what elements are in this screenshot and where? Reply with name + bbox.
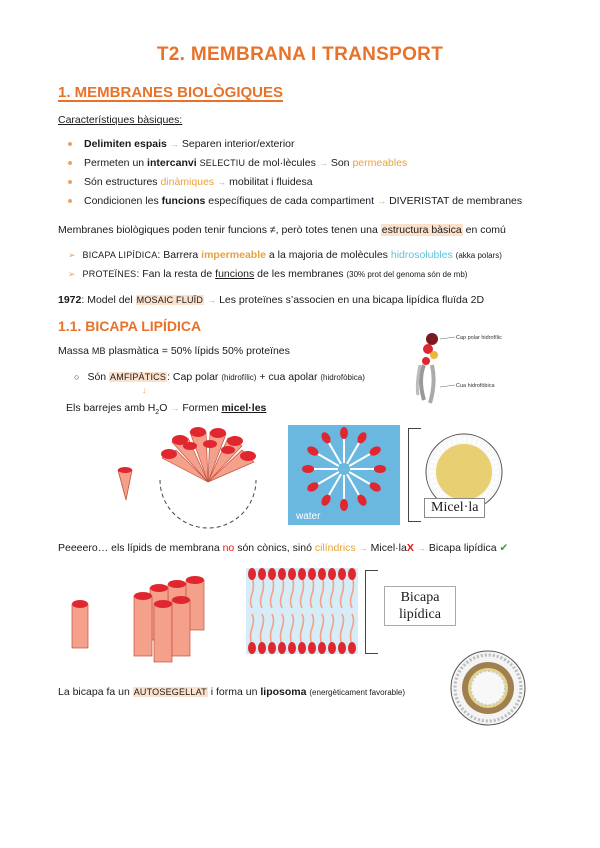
section-heading-membranes: 1. MEMBRANES BIOLÒGIQUES bbox=[58, 84, 284, 101]
bullet-item: Són estructures dinàmiques → mobilitat i fluidesa bbox=[68, 176, 313, 188]
lipid-tail-label: Cua hidrofòbica bbox=[456, 383, 495, 389]
bullet-dot-icon bbox=[68, 180, 72, 184]
bullet-dot-icon bbox=[68, 199, 72, 203]
lipid-head-icon bbox=[302, 465, 314, 473]
liposoma-line: La bicapa fa un AUTOSEGELLAT i forma un liposoma (energèticament favorable) bbox=[58, 686, 405, 698]
bullet-dot-icon bbox=[68, 161, 72, 165]
bullet-item: Permeten un intercanvi SELECTIU de mol·lècules → Son permeables bbox=[68, 157, 407, 169]
list-item-proteines: ➢ PROTEÏNES: Fan la resta de funcions de les membranes (30% prot del genoma són de mb) bbox=[68, 268, 468, 280]
lipid-head-icon bbox=[248, 568, 256, 580]
section-heading-bicapa: 1.1. BICAPA LIPÍDICA bbox=[58, 318, 202, 334]
lipid-head-icon bbox=[278, 568, 286, 580]
lipid-head-icon bbox=[348, 568, 356, 580]
bracket-icon bbox=[365, 570, 378, 654]
page-title: T2. MEMBRANA I TRANSPORT bbox=[156, 44, 444, 65]
circle-bullet-icon: ○ bbox=[74, 372, 80, 382]
bullet-item: Delimiten espais → Separen interior/exterior bbox=[68, 138, 295, 150]
micelle-half-icon bbox=[160, 427, 256, 528]
arrow-bullet-icon: ➢ bbox=[68, 269, 76, 279]
lipid-head-icon bbox=[268, 568, 276, 580]
lipid-head-icon bbox=[298, 568, 306, 580]
bullet-dot-icon bbox=[68, 142, 72, 146]
bullet-item: Condicionen les funcions específiques de cada compartiment → DIVERISTAT de membranes bbox=[68, 195, 522, 207]
lipid-head-icon bbox=[318, 568, 326, 580]
lipid-head-label: Cap polar hidrofílic bbox=[456, 335, 502, 341]
subheading-characteristics: Característiques bàsiques: bbox=[58, 114, 183, 126]
lipid-head-icon bbox=[374, 465, 386, 473]
lipid-head-icon bbox=[340, 499, 348, 511]
single-cone-icon bbox=[118, 467, 132, 500]
lipid-head-icon bbox=[288, 568, 296, 580]
cylinder-lipids-diagram bbox=[68, 570, 218, 675]
lipid-head-icon bbox=[248, 642, 256, 654]
lipid-head-icon bbox=[288, 642, 296, 654]
arrow-bullet-icon: ➢ bbox=[68, 250, 76, 260]
micela-label: Micel·la bbox=[424, 498, 485, 518]
lipid-head-icon bbox=[338, 568, 346, 580]
lipid-head-icon bbox=[328, 568, 336, 580]
lipid-head-icon bbox=[340, 427, 348, 439]
cone-micelle-diagram bbox=[110, 420, 280, 530]
bracket-icon bbox=[408, 428, 421, 522]
model-line: 1972: Model del MOSAIC FLUÏD → Les proteïnes s’associen en una bicapa lipídica fluïda 2D bbox=[58, 294, 485, 306]
single-cylinder-icon bbox=[72, 600, 88, 648]
bilayer-diagram bbox=[246, 568, 358, 654]
liposome-figure bbox=[448, 648, 528, 728]
lipid-head-icon bbox=[348, 642, 356, 654]
amfipatics-line: ○ Són AMFIPÀTICS: Cap polar (hidrofílic) + cua apolar (hidrofòbica) bbox=[74, 371, 365, 383]
lipid-head-icon bbox=[258, 642, 266, 654]
lipid-molecule-icon bbox=[417, 333, 438, 403]
lipid-head-icon bbox=[308, 568, 316, 580]
lipid-head-icon bbox=[318, 642, 326, 654]
barrejes-line: Els barrejes amb $H_2O$ → Formen micel·les bbox=[66, 402, 267, 417]
water-micelle-diagram bbox=[288, 425, 400, 525]
lipid-head-icon bbox=[268, 642, 276, 654]
water-label: water bbox=[296, 511, 321, 522]
massa-line: Massa MB plasmàtica = 50% lípids 50% proteïnes bbox=[58, 345, 290, 357]
list-item-bicapa: ➢ BICAPA LIPÍDICA: Barrera impermeable a la majoria de molècules hidrosolubles (akka polars) bbox=[68, 249, 502, 261]
intro-text: Membranes biològiques poden tenir funcions ≠, però totes tenen una estructura bàsica en comú bbox=[58, 224, 506, 236]
lipid-head-icon bbox=[338, 642, 346, 654]
lipid-head-icon bbox=[258, 568, 266, 580]
lipid-molecule-figure bbox=[410, 325, 560, 410]
arrow-down-icon: ↓ bbox=[142, 385, 147, 395]
lipid-head-icon bbox=[328, 642, 336, 654]
lipid-head-icon bbox=[308, 642, 316, 654]
lipid-head-icon bbox=[298, 642, 306, 654]
peeeero-line: Peeeero… els lípids de membrana no són cònics, sinó cilíndrics → Micel·laX → Bicapa lipídica ✔ bbox=[58, 542, 509, 554]
lipid-head-icon bbox=[278, 642, 286, 654]
bicapa-label: Bicapa lipídica bbox=[384, 586, 456, 626]
